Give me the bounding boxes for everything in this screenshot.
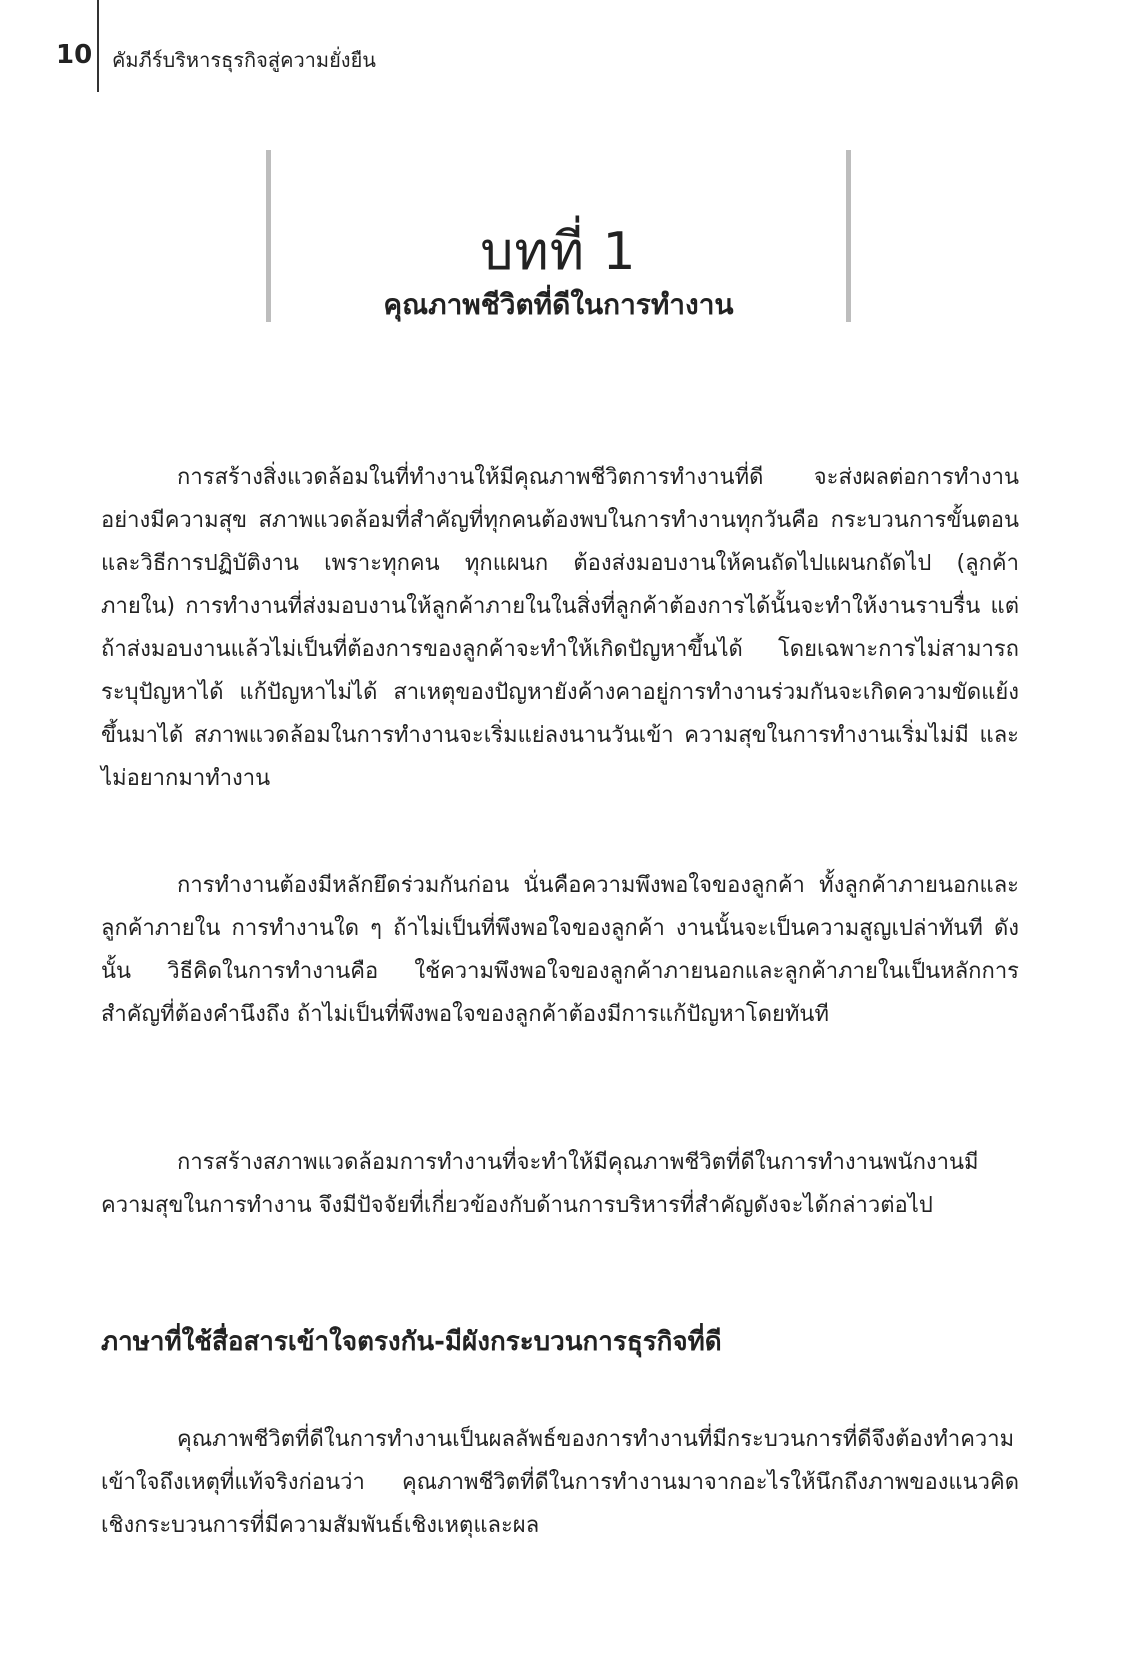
- book-title: คัมภีร์บริหารธุรกิจสู่ความยั่งยืน: [112, 48, 376, 72]
- chapter-title: คุณภาพชีวิตที่ดีในการทำงาน: [383, 288, 734, 322]
- section-paragraph: คุณภาพชีวิตที่ดีในการทำงานเป็นผลลัพธ์ของการทำงานที่มีกระบวนการที่ดีจึงต้องทำความเข้าใจถึงเหตุที่แท้จริงก่อนว่า คุณภาพชีวิตที่ดีในการทำงานมาจากอะไรให้นึกถึงภาพของแนวคิดเชิงกระบวนการที่มีความสัมพันธ์เชิงเหตุและผล: [101, 1427, 1019, 1538]
- body-paragraph-1: การสร้างสิ่งแวดล้อมในที่ทำงานให้มีคุณภาพชีวิตการทำงานที่ดี จะส่งผลต่อการทำงานอย่างมีความสุข สภาพแวดล้อมที่สำคัญที่ทุกคนต้องพบในการทำงานทุกวันคือ กระบวนการขั้นตอนและวิธีการปฏิบัติงาน เพราะทุกคน ทุกแผนก ต้องส่งมอบงานให้คนถัดไปแผนกถัดไป (ลูกค้าภายใน) การทำงานที่ส่งมอบงานให้ลูกค้าภายในในสิ่งที่ลูกค้าต้องการได้นั้นจะทำให้งานราบรื่น แต่ถ้าส่งมอบงานแล้วไม่เป็นที่ต้องการของลูกค้าจะทำให้เกิดปัญหาขึ้นได้ โดยเฉพาะการไม่สามารถระบุปัญหาได้ แก้ปัญหาไม่ได้ สาเหตุของปัญหายังค้างคาอยู่การทำงานร่วมกันจะเกิดความขัดแย้งขึ้นมาได้ สภาพแวดล้อมในการทำงานจะเริ่มแย่ลงนานวันเข้า ความสุขในการทำงานเริ่มไม่มี และไม่อยากมาทำงาน: [101, 465, 1019, 791]
- body-paragraph-2: การทำงานต้องมีหลักยึดร่วมกันก่อน นั่นคือความพึงพอใจของลูกค้า ทั้งลูกค้าภายนอกและลูกค้าภายใน การทำงานใด ๆ ถ้าไม่เป็นที่พึงพอใจของลูกค้า งานนั้นจะเป็นความสูญเปล่าทันที ดังนั้น วิธีคิดในการทำงานคือ ใช้ความพึงพอใจของลูกค้าภายนอกและลูกค้าภายในเป็นหลักการสำคัญที่ต้องคำนึงถึง ถ้าไม่เป็นที่พึงพอใจของลูกค้าต้องมีการแก้ปัญหาโดยทันที: [101, 873, 1019, 1027]
- header-divider: [97, 0, 99, 92]
- section-heading: ภาษาที่ใช้สื่อสารเข้าใจตรงกัน-มีผังกระบวนการธุรกิจที่ดี: [101, 1327, 722, 1357]
- chapter-bracket-right: [846, 150, 851, 322]
- page-number: 10: [56, 40, 93, 70]
- body-paragraph-3: การสร้างสภาพแวดล้อมการทำงานที่จะทำให้มีคุณภาพชีวิตที่ดีในการทำงานพนักงานมีความสุขในการทำงาน จึงมีปัจจัยที่เกี่ยวข้องกับด้านการบริหารที่สำคัญดังจะได้กล่าวต่อไป: [101, 1150, 979, 1218]
- running-header: [0, 0, 600, 92]
- chapter-title-block: [266, 150, 851, 322]
- chapter-number: บทที่ 1: [480, 221, 637, 282]
